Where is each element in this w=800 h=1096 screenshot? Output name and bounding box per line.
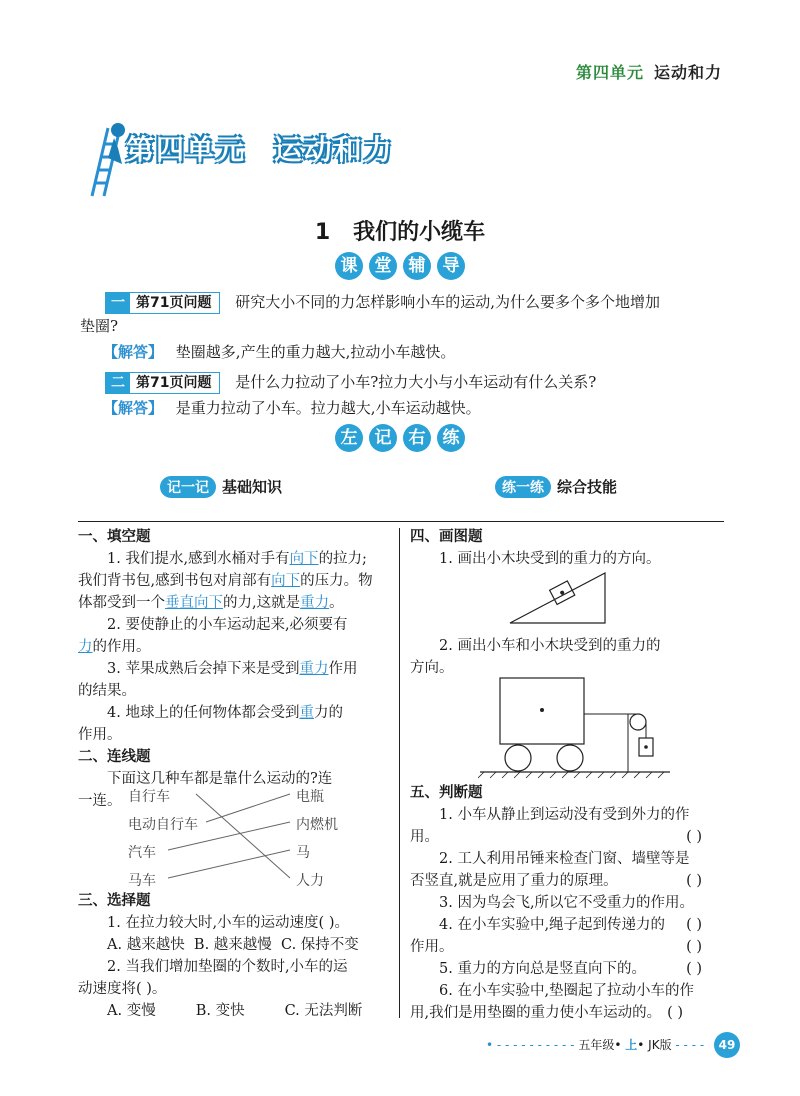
fill-q4: 4. 地球上的任何物体都会受到重力的 — [107, 705, 343, 721]
cart-pulley-diagram — [478, 674, 678, 784]
match-right-item: 内燃机 — [296, 817, 338, 833]
header-unit: 第四单元 — [575, 63, 644, 82]
match-line — [196, 794, 290, 878]
left-head-label: 基础知识 — [222, 478, 283, 496]
answer-paren[interactable]: ( ) — [686, 829, 702, 845]
answer-text: 是重力拉动了小车。拉力越大,小车运动越快。 — [175, 399, 481, 417]
answer-paren[interactable]: ( ) — [686, 939, 702, 955]
lesson-title — [0, 215, 800, 246]
match-right-item: 人力 — [296, 873, 324, 889]
footer-term: 上 — [625, 1038, 638, 1052]
draw-q2-block — [410, 635, 722, 679]
section-heading-classroom — [0, 252, 800, 280]
column-top-rule — [78, 521, 724, 522]
match-left-item: 自行车 — [128, 789, 170, 805]
question-text: 研究大小不同的力怎样影响小车的运动,为什么要多个多个地增加 — [235, 293, 661, 311]
section-char: 右 — [403, 424, 431, 452]
match-line — [168, 850, 290, 878]
connect-title: 二、连线题 — [78, 749, 151, 765]
draw-q2-cont: 方向。 — [410, 660, 454, 676]
judge-item-4: 4. 在小车实验中,绳子起到传递力的 — [439, 917, 666, 933]
right-column — [410, 526, 722, 570]
question-block-1 — [105, 290, 745, 314]
judge-item-1: 1. 小车从静止到运动没有受到外力的作 — [439, 807, 690, 823]
judge-item-6: 6. 在小车实验中,垫圈起了拉动小车的作 — [439, 983, 695, 999]
question-text: 是什么力拉动了小车?拉力大小与小车运动有什么关系? — [235, 373, 597, 391]
section-char: 练 — [437, 424, 465, 452]
page-footer: • - - - - - - - - - - 五年级• 上• JK版 - - - - 49 — [486, 1032, 740, 1058]
draw-title: 四、画图题 — [410, 529, 483, 545]
pulley — [630, 714, 646, 730]
remember-icon: 记一记 — [160, 476, 216, 498]
section-char: 堂 — [369, 252, 397, 280]
practice-icon: 练一练 — [495, 476, 551, 498]
answer-2 — [103, 396, 481, 420]
judge-title: 五、判断题 — [410, 785, 483, 801]
match-left-item: 马车 — [128, 873, 156, 889]
choice-q1-options: A. 越来越快 B. 越来越慢 C. 保持不变 — [107, 937, 359, 953]
cart-wheel — [505, 745, 531, 771]
answer-text: 垫圈越多,产生的重力越大,拉动小车越快。 — [175, 343, 456, 361]
judge-item-4-cont: 作用。 ( ) — [410, 936, 722, 958]
judge-item-3: 3. 因为鸟会飞,所以它不受重力的作用。 — [439, 895, 695, 911]
right-column-head — [495, 476, 617, 498]
choice-q2-options: A. 变慢 B. 变快 C. 无法判断 — [107, 1003, 363, 1019]
connect-text: 下面这几种车都是靠什么运动的?连 — [107, 771, 333, 787]
fill-q3-cont: 的结果。 — [78, 683, 136, 699]
section-heading-practice — [0, 424, 800, 452]
unit-banner — [118, 128, 402, 168]
draw-q2: 2. 画出小车和小木块受到的重力的 — [439, 638, 661, 654]
judge-item-6-cont: 用,我们是用垫圈的重力使小车运动的。 ( ) — [410, 1005, 684, 1021]
judge-item-2: 2. 工人利用吊锤来检查门窗、墙壁等是 — [439, 851, 690, 867]
matching-diagram — [78, 780, 398, 890]
section-char: 左 — [335, 424, 363, 452]
column-divider — [399, 528, 400, 1018]
footer-grade: 五年级 — [578, 1038, 615, 1052]
section-char: 导 — [437, 252, 465, 280]
answer-paren[interactable]: ( ) — [686, 917, 702, 933]
match-left-item: 电动自行车 — [128, 817, 198, 833]
judge-item-2-cont: 否竖直,就是应用了重力的原理。 ( ) — [410, 870, 722, 892]
section-char: 辅 — [403, 252, 431, 280]
section-char: 记 — [369, 424, 397, 452]
question-block-2 — [105, 370, 745, 394]
right-head-label: 综合技能 — [557, 478, 618, 496]
match-line — [168, 822, 290, 850]
answer-label: 【解答】 — [103, 343, 164, 361]
answer-paren[interactable]: ( ) — [686, 873, 702, 889]
fill-title: 一、填空题 — [78, 529, 151, 545]
cart-wheel — [557, 745, 583, 771]
left-column-head — [160, 476, 282, 498]
banner-unit: 第四单元 — [126, 133, 247, 166]
footer-edition: JK版 — [648, 1038, 672, 1052]
question-tag: 一 第71页问题 — [105, 292, 220, 314]
match-right-item: 马 — [296, 845, 310, 861]
fill-q1-cont2: 体都受到一个垂直向下的力,这就是重力。 — [78, 595, 344, 611]
fill-q2: 2. 要使静止的小车运动起来,必须要有 — [107, 617, 348, 633]
fill-q1: 1. 我们提水,感到水桶对手有向下的拉力; — [107, 551, 367, 567]
lesson-name: 我们的小缆车 — [353, 220, 486, 245]
lesson-number: 1 — [314, 220, 331, 245]
choice-q2-cont: 动速度将( )。 — [78, 981, 167, 997]
fill-q2-cont: 力的作用。 — [78, 639, 151, 655]
section-char: 课 — [335, 252, 363, 280]
choice-q2: 2. 当我们增加垫圈的个数时,小车的运 — [107, 959, 348, 975]
choice-q1: 1. 在拉力较大时,小车的运动速度( )。 — [107, 915, 349, 931]
left-column — [78, 526, 390, 812]
banner-topic: 运动和力 — [273, 133, 394, 166]
fill-q4-cont: 作用。 — [78, 727, 122, 743]
draw-q1: 1. 画出小木块受到的重力的方向。 — [439, 551, 661, 567]
match-lines — [78, 780, 398, 890]
fill-q1-cont: 我们背书包,感到书包对肩部有向下的压力。物 — [78, 573, 373, 589]
match-right-item: 电瓶 — [296, 789, 324, 805]
header-topic: 运动和力 — [653, 63, 722, 82]
choice-section — [78, 890, 390, 1022]
running-header — [576, 60, 722, 83]
question-text-cont: 垫圈? — [80, 317, 119, 335]
answer-1 — [103, 340, 455, 364]
answer-label: 【解答】 — [103, 399, 164, 417]
match-left-item: 汽车 — [128, 845, 156, 861]
page-number: 49 — [714, 1032, 740, 1058]
fill-q3: 3. 苹果成熟后会掉下来是受到重力作用 — [107, 661, 358, 677]
answer-paren[interactable]: ( ) — [686, 961, 702, 977]
judge-item-1-cont: 用。 ( ) — [410, 826, 722, 848]
judge-item-5: 5. 重力的方向总是竖直向下的。 ( ) — [410, 958, 722, 980]
incline-block-diagram — [505, 568, 615, 628]
connect-text-cont: 一连。 — [78, 793, 122, 809]
answer-paren[interactable]: ( ) — [667, 1005, 684, 1021]
question-tag: 二 第71页问题 — [105, 372, 220, 394]
judge-section — [410, 782, 722, 1024]
choice-title: 三、选择题 — [78, 893, 151, 909]
match-line — [206, 794, 290, 822]
